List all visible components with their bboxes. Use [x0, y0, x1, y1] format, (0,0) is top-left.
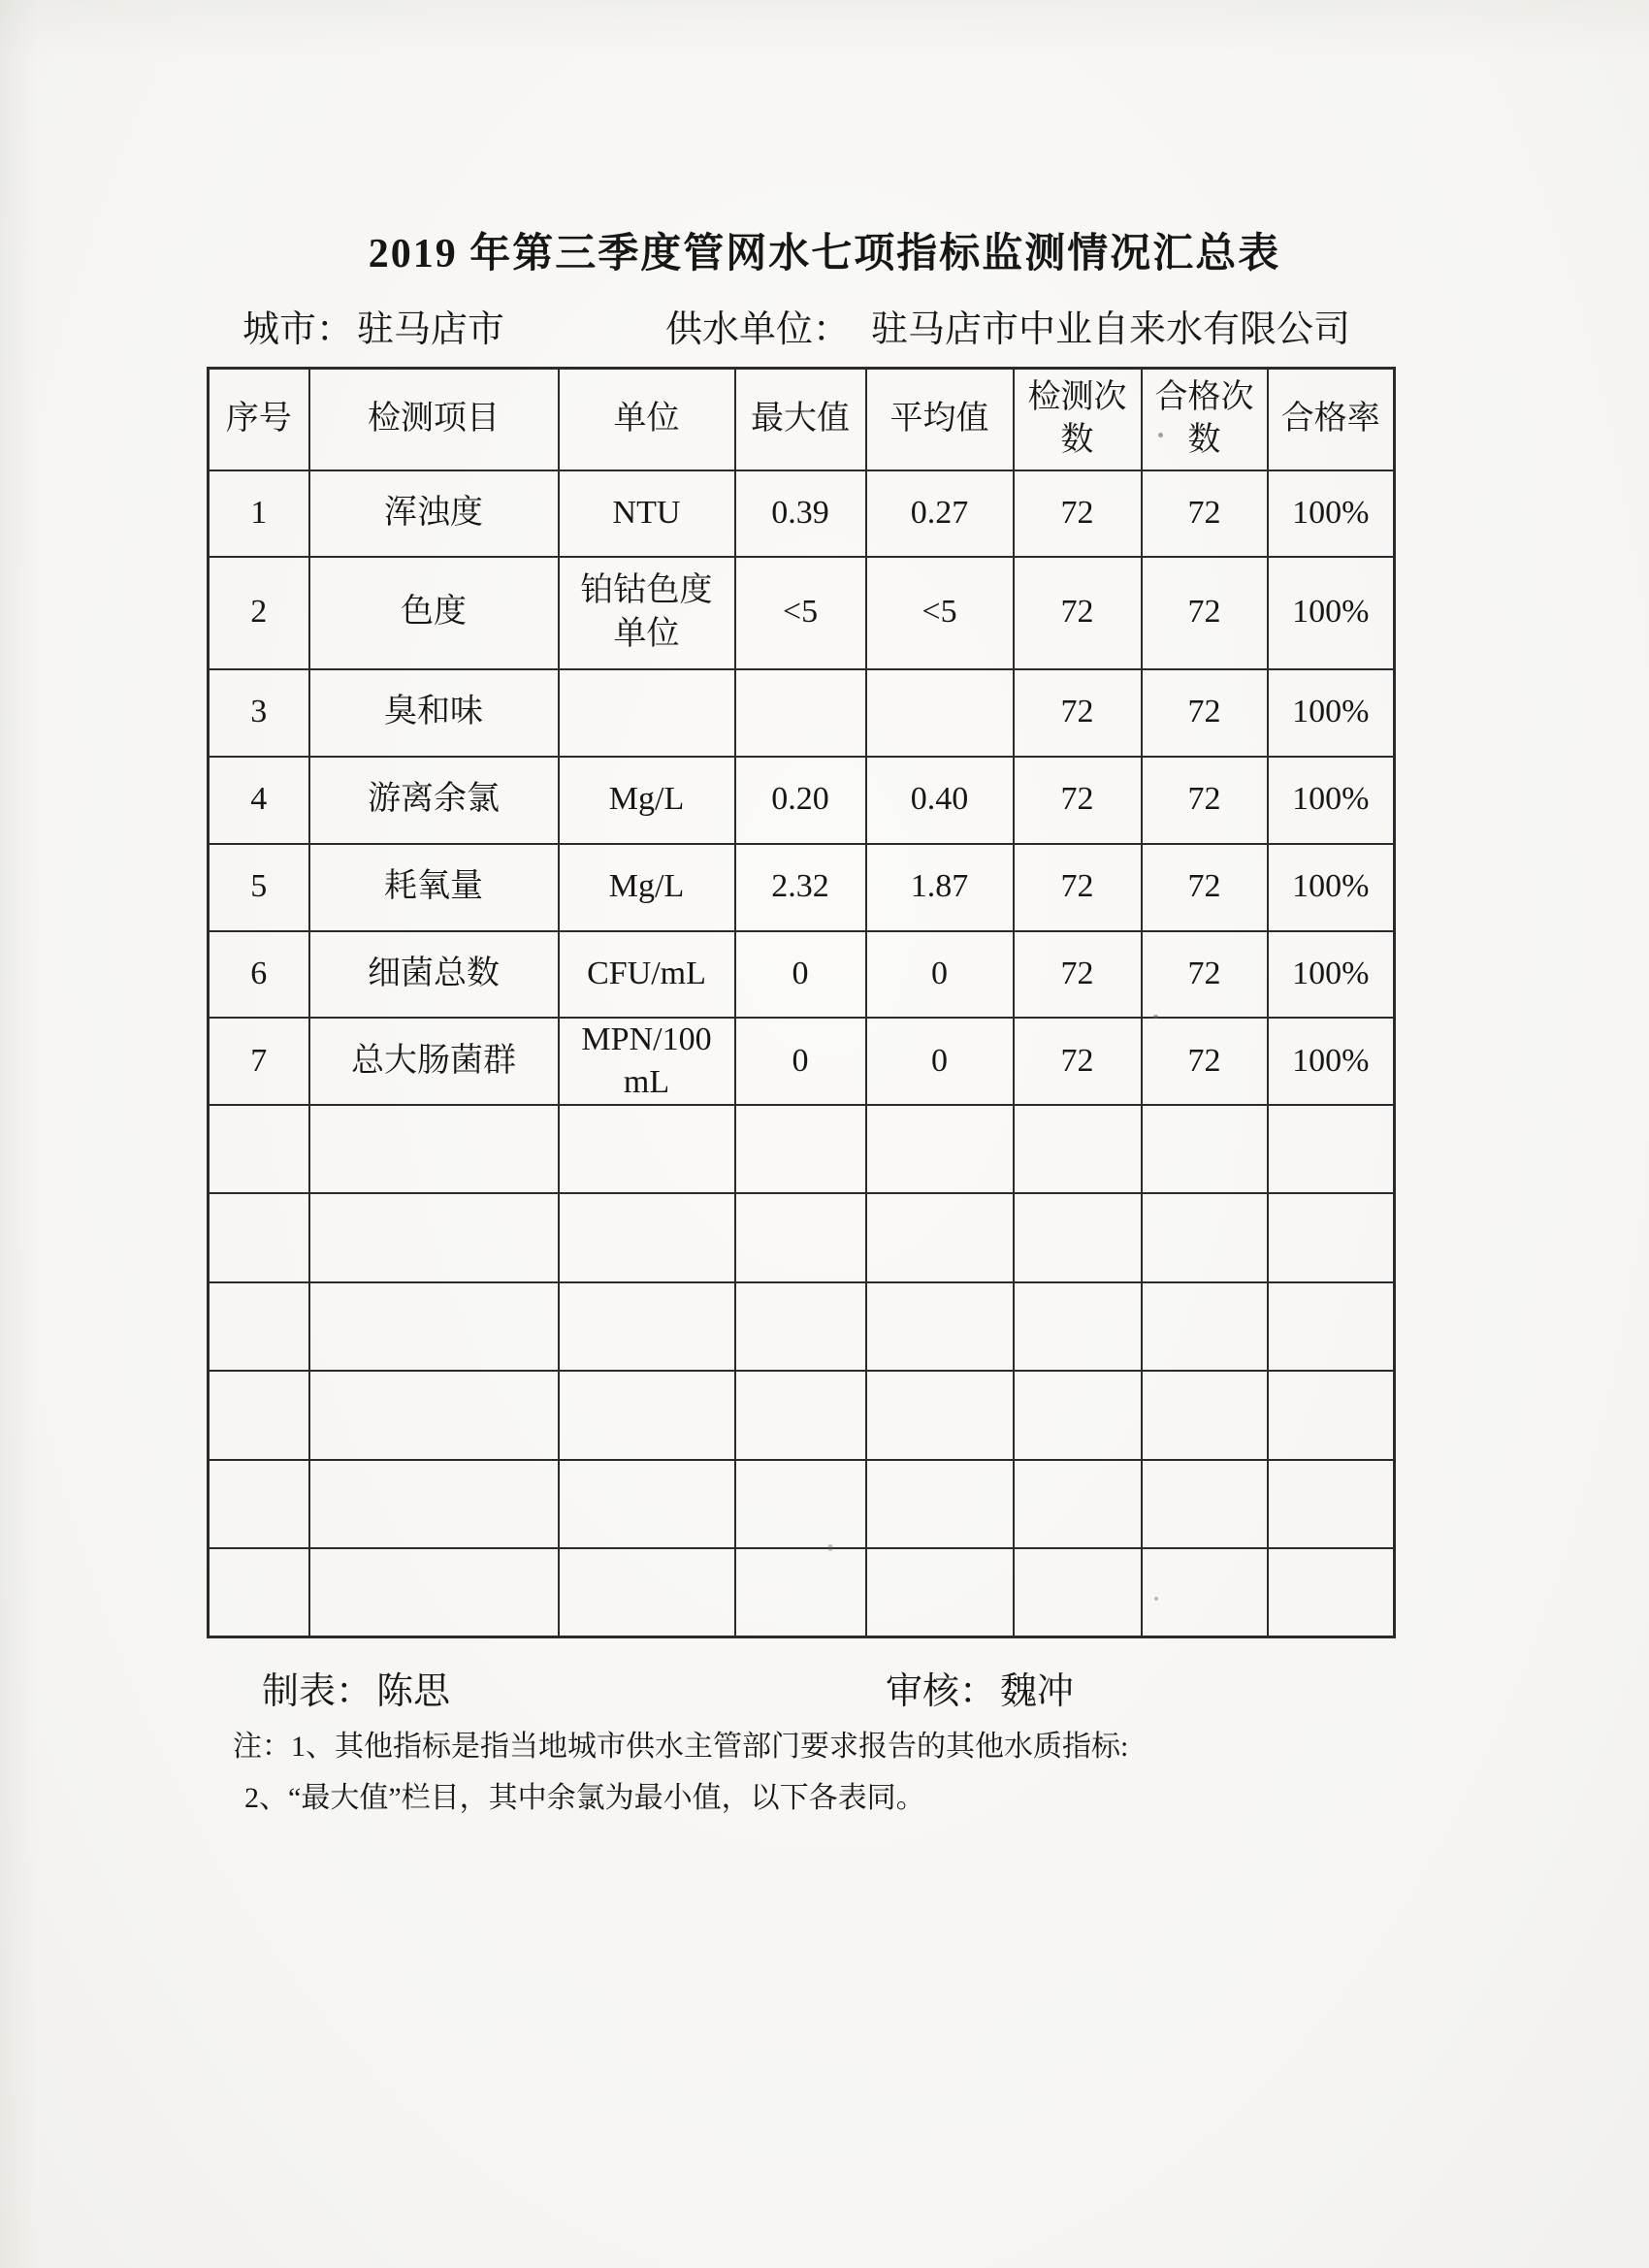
empty-cell [866, 1460, 1014, 1549]
data-rows-body [209, 470, 1395, 1105]
empty-cell [209, 1105, 309, 1194]
document-title: 2019 年第三季度管网水七项指标监测情况汇总表 [368, 232, 1281, 276]
empty-cell [866, 1105, 1014, 1194]
scan-speck [1153, 1015, 1158, 1019]
column-header: 序号 [209, 369, 309, 470]
table-row [209, 1018, 1395, 1105]
empty-cell [209, 1282, 309, 1372]
table-cell [866, 669, 1014, 757]
scan-speck [1158, 433, 1163, 437]
table-row [209, 470, 1395, 557]
table-row [209, 757, 1395, 844]
empty-cell [1142, 1371, 1268, 1460]
empty-cell [735, 1460, 866, 1549]
table-cell: <5 [735, 557, 866, 669]
empty-cell [309, 1371, 559, 1460]
column-header: 平均值 [866, 369, 1014, 470]
table-cell: 0 [735, 1018, 866, 1105]
table-cell: 72 [1142, 844, 1268, 931]
table-cell: 2 [209, 557, 309, 669]
empty-cell [309, 1548, 559, 1637]
signature-line [0, 1661, 1649, 1712]
empty-cell [559, 1105, 735, 1194]
table-cell: 0 [735, 931, 866, 1018]
empty-cell [1142, 1460, 1268, 1549]
empty-cell [1014, 1193, 1142, 1282]
table-cell: 游离余氯 [309, 757, 559, 844]
column-header: 合格次数 [1142, 369, 1268, 470]
empty-cell [1268, 1548, 1395, 1637]
table-cell: 72 [1014, 1018, 1142, 1105]
empty-cell [735, 1105, 866, 1194]
table-cell: CFU/mL [559, 931, 735, 1018]
city-value: 驻马店市 [357, 309, 505, 350]
table-cell: 72 [1142, 1018, 1268, 1105]
prepared-by-label: 制表： [262, 1671, 373, 1712]
table-cell: 100% [1268, 1018, 1395, 1105]
table-cell: 铂钴色度单位 [559, 557, 735, 669]
empty-cell [559, 1371, 735, 1460]
table-cell: MPN/100mL [559, 1018, 735, 1105]
empty-cell [1268, 1371, 1395, 1460]
empty-cell [1268, 1460, 1395, 1549]
meta-line [0, 299, 1649, 350]
empty-table-row [209, 1548, 1395, 1637]
table-cell: 72 [1142, 931, 1268, 1018]
table-row [209, 844, 1395, 931]
table-cell: 72 [1142, 557, 1268, 669]
empty-cell [1142, 1193, 1268, 1282]
table-row [209, 557, 1395, 669]
reviewed-by-value: 魏冲 [1000, 1671, 1075, 1712]
empty-cell [559, 1548, 735, 1637]
supplier-label: 供水单位： [665, 309, 851, 350]
column-header: 最大值 [735, 369, 866, 470]
empty-cell [735, 1371, 866, 1460]
empty-cell [1142, 1105, 1268, 1194]
empty-cell [309, 1460, 559, 1549]
table-cell: 总大肠菌群 [309, 1018, 559, 1105]
empty-cell [559, 1460, 735, 1549]
empty-table-row [209, 1282, 1395, 1372]
column-header: 检测次数 [1014, 369, 1142, 470]
table-cell: 0.20 [735, 757, 866, 844]
table-cell: 色度 [309, 557, 559, 669]
table-cell: 0 [866, 931, 1014, 1018]
table-cell [559, 669, 735, 757]
empty-cell [1268, 1193, 1395, 1282]
table-cell: 3 [209, 669, 309, 757]
empty-cell [866, 1282, 1014, 1372]
empty-table-row [209, 1371, 1395, 1460]
empty-cell [209, 1548, 309, 1637]
table-cell: 72 [1142, 757, 1268, 844]
empty-table-row [209, 1460, 1395, 1549]
empty-cell [735, 1282, 866, 1372]
table-cell: 7 [209, 1018, 309, 1105]
monitoring-summary-table [207, 367, 1396, 1638]
column-header: 检测项目 [309, 369, 559, 470]
table-cell: 100% [1268, 557, 1395, 669]
empty-table-row [209, 1105, 1395, 1194]
prepared-by-value: 陈思 [376, 1671, 451, 1712]
table-cell: 0.27 [866, 470, 1014, 557]
empty-cell [1014, 1282, 1142, 1372]
table-cell: 72 [1014, 931, 1142, 1018]
table-cell: Mg/L [559, 844, 735, 931]
table-cell: 72 [1014, 470, 1142, 557]
empty-cell [866, 1193, 1014, 1282]
footnote-2: 2、“最大值”栏目，其中余氯为最小值，以下各表同。 [244, 1782, 925, 1814]
empty-cell [1014, 1548, 1142, 1637]
supplier-value: 驻马店市中业自来水有限公司 [871, 309, 1351, 350]
empty-cell [1014, 1371, 1142, 1460]
table-cell: 100% [1268, 844, 1395, 931]
table-cell: 0 [866, 1018, 1014, 1105]
empty-table-row [209, 1193, 1395, 1282]
table-cell: 72 [1142, 470, 1268, 557]
table-cell: 5 [209, 844, 309, 931]
footnote-1: 注：1、其他指标是指当地城市供水主管部门要求报告的其他水质指标: [233, 1731, 1129, 1763]
scan-speck [1154, 1597, 1158, 1601]
table-cell: 72 [1142, 669, 1268, 757]
reviewed-by-label: 审核： [886, 1671, 997, 1712]
empty-cell [735, 1193, 866, 1282]
empty-cell [209, 1371, 309, 1460]
empty-cell [1142, 1282, 1268, 1372]
empty-cell [309, 1193, 559, 1282]
empty-cell [866, 1371, 1014, 1460]
table-cell: 100% [1268, 669, 1395, 757]
table-header-row [209, 369, 1395, 470]
empty-cell [1268, 1282, 1395, 1372]
table-cell: 臭和味 [309, 669, 559, 757]
table-cell: 100% [1268, 757, 1395, 844]
table-cell: <5 [866, 557, 1014, 669]
column-header: 合格率 [1268, 369, 1395, 470]
table-row [209, 669, 1395, 757]
table-cell: 0.40 [866, 757, 1014, 844]
table-cell: 1.87 [866, 844, 1014, 931]
table-cell: 2.32 [735, 844, 866, 931]
empty-cell [1014, 1460, 1142, 1549]
column-header: 单位 [559, 369, 735, 470]
table-cell: Mg/L [559, 757, 735, 844]
table-cell: 细菌总数 [309, 931, 559, 1018]
table-row [209, 931, 1395, 1018]
empty-cell [559, 1193, 735, 1282]
empty-cell [309, 1282, 559, 1372]
empty-rows-body [209, 1105, 1395, 1637]
table-cell: 6 [209, 931, 309, 1018]
table-cell: 耗氧量 [309, 844, 559, 931]
table-cell: 72 [1014, 557, 1142, 669]
table-cell [735, 669, 866, 757]
empty-cell [209, 1193, 309, 1282]
empty-cell [866, 1548, 1014, 1637]
empty-cell [1268, 1105, 1395, 1194]
table-cell: 浑浊度 [309, 470, 559, 557]
table-cell: 4 [209, 757, 309, 844]
table-cell: 100% [1268, 470, 1395, 557]
city-label: 城市： [242, 309, 354, 350]
empty-cell [1142, 1548, 1268, 1637]
table-cell: 0.39 [735, 470, 866, 557]
scan-speck [827, 1544, 833, 1551]
empty-cell [1014, 1105, 1142, 1194]
footnotes [233, 1731, 1300, 1833]
table-cell: 1 [209, 470, 309, 557]
table-cell: 72 [1014, 669, 1142, 757]
empty-cell [209, 1460, 309, 1549]
table-cell: NTU [559, 470, 735, 557]
table-cell: 72 [1014, 757, 1142, 844]
empty-cell [309, 1105, 559, 1194]
empty-cell [559, 1282, 735, 1372]
table-cell: 100% [1268, 931, 1395, 1018]
table-cell: 72 [1014, 844, 1142, 931]
empty-cell [735, 1548, 866, 1637]
